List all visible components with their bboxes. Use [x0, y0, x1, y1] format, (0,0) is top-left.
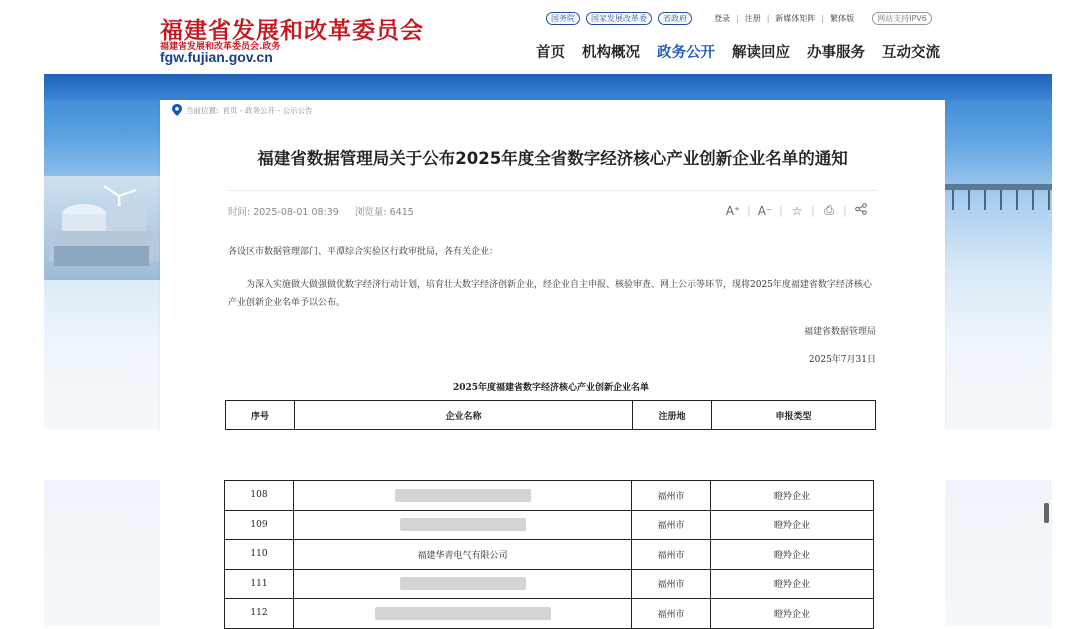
article-tools [722, 203, 872, 218]
view-count: 浏览量: 6415 [354, 207, 414, 218]
paragraph-recipients: 各设区市数据管理部门、平潭综合实验区行政审批局，各有关企业： [228, 247, 499, 257]
cell-type: 瞪羚企业 [711, 599, 874, 629]
nav-services[interactable]: 办事服务 [807, 45, 865, 61]
divider: | [747, 204, 751, 217]
traditional-chinese-link[interactable]: 繁体版 [830, 13, 855, 23]
banner-bridge-image [945, 176, 1052, 216]
breadcrumb-path[interactable]: 首页 - 政务公开 - 公示公告 [222, 105, 313, 115]
paragraph-main: 为深入实施做大做强做优数字经济行动计划，培育壮大数字经济创新企业，经企业自主申报、核验审查、网上公示等环节，现将2025年度福建省数字经济核心产业创新企业名单予以公布。 [228, 280, 872, 308]
divider: | [811, 204, 815, 217]
nav-home[interactable]: 首页 [536, 45, 565, 61]
cell-number: 111 [225, 569, 294, 599]
site-logo-title[interactable]: 福建省发展和改革委员会 [160, 17, 424, 44]
redacted-company-name [375, 607, 551, 620]
article-title: 福建省数据管理局关于公布2025年度全省数字经济核心产业创新企业名单的通知 [257, 149, 848, 168]
header-type: 申报类型 [712, 401, 876, 430]
cell-company [294, 510, 632, 540]
site-logo-subtitle: 福建省发展和改革委员会.政务 [160, 42, 281, 52]
redacted-company-name [395, 489, 531, 502]
redacted-company-name [400, 577, 526, 590]
nav-interaction[interactable]: 互动交流 [882, 45, 940, 61]
article-meta [228, 204, 414, 218]
cell-number: 108 [225, 481, 294, 511]
nav-interpretation[interactable]: 解读回应 [732, 45, 790, 61]
cell-type: 瞪羚企业 [711, 569, 874, 599]
font-increase-button[interactable]: A⁺ [725, 203, 741, 218]
cell-company: 福建华青电气有限公司 [294, 540, 632, 570]
divider: | [736, 13, 739, 23]
cell-number: 109 [225, 510, 294, 540]
table-row [225, 599, 874, 629]
table-header-row [226, 401, 876, 430]
table-row [225, 510, 874, 540]
share-glyph [855, 203, 867, 215]
header-company: 企业名称 [295, 401, 633, 430]
publish-time: 时间: 2025-08-01 08:39 [228, 207, 339, 218]
link-ndrc[interactable]: 国家发展改革委 [586, 12, 652, 25]
redacted-company-name [400, 518, 526, 531]
cell-type: 瞪羚企业 [711, 540, 874, 570]
company-table [224, 480, 874, 629]
power-plant-illustration [44, 176, 160, 280]
table-row [225, 569, 874, 599]
top-links [546, 11, 932, 25]
table-row [225, 540, 874, 570]
cell-location: 福州市 [632, 510, 711, 540]
divider: | [821, 13, 825, 23]
main-nav [536, 41, 957, 62]
register-link[interactable]: 注册 [744, 13, 761, 23]
scrollbar-thumb[interactable] [1044, 503, 1049, 523]
header-location: 注册地 [633, 401, 712, 430]
favorite-star-icon[interactable]: ☆ [791, 203, 803, 218]
nav-gov-affairs[interactable]: 政务公开 [657, 45, 715, 61]
cell-number: 112 [225, 599, 294, 629]
cell-location: 福州市 [632, 540, 711, 570]
table-header [225, 400, 876, 430]
header-number: 序号 [226, 401, 295, 430]
link-state-council[interactable]: 国务院 [546, 12, 580, 25]
page-gap [0, 430, 1080, 480]
signature-date: 2025年7月31日 [808, 355, 876, 365]
breadcrumb-label: 当前位置: [186, 105, 219, 115]
ipv6-badge: 网站支持IPV6 [872, 12, 932, 25]
signature-org: 福建省数据管理局 [803, 327, 876, 337]
breadcrumb [172, 104, 312, 116]
divider: | [766, 13, 770, 23]
cell-location: 福州市 [632, 481, 711, 511]
cell-company [294, 599, 632, 629]
cell-number: 110 [225, 540, 294, 570]
table-title: 2025年度福建省数字经济核心产业创新企业名单 [452, 383, 650, 393]
share-icon[interactable] [850, 203, 872, 218]
login-link[interactable]: 登录 [714, 13, 730, 23]
divider: | [779, 204, 783, 217]
divider: | [843, 204, 847, 217]
location-pin-icon [172, 104, 182, 116]
media-matrix-link[interactable]: 新媒体矩阵 [775, 13, 816, 23]
cell-company [294, 569, 632, 599]
cell-type: 瞪羚企业 [711, 481, 874, 511]
site-domain: fgw.fujian.gov.cn [160, 49, 273, 65]
font-decrease-button[interactable]: A⁻ [757, 203, 773, 218]
print-icon[interactable]: ⎙ [824, 203, 834, 217]
cell-type: 瞪羚企业 [711, 510, 874, 540]
banner-power-plant-image [44, 176, 160, 280]
cell-company [294, 481, 632, 511]
link-provincial-gov[interactable]: 省政府 [658, 12, 692, 25]
nav-about[interactable]: 机构概况 [582, 45, 640, 61]
title-divider [228, 190, 878, 191]
cell-location: 福州市 [632, 599, 711, 629]
bridge-illustration [945, 176, 1052, 216]
table-row [225, 481, 874, 511]
cell-location: 福州市 [632, 569, 711, 599]
banner-top-strip [44, 74, 1052, 100]
